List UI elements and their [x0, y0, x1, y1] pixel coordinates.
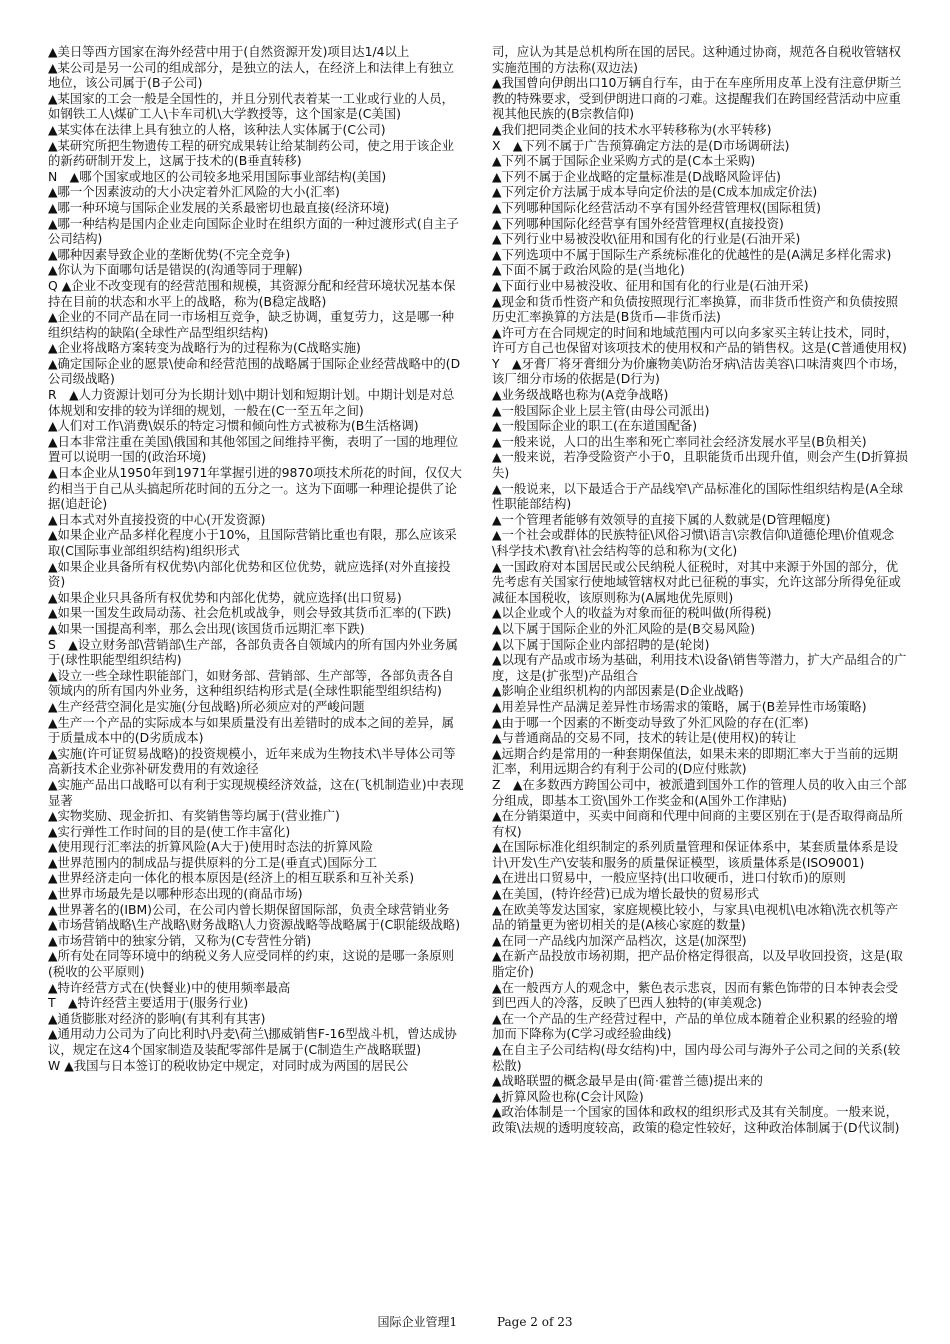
- question-entry: ▲在一般西方人的观念中，紫色表示悲哀，因而有紫色饰带的日本钟表会受到巴西人的冷落，反映了巴西人独特的(审美观念): [492, 979, 899, 1011]
- question-entry: ▲企业的不同产品在同一市场相互竞争，缺乏协调，重复劳力，这是哪一种组织结构的缺陷(全球性产品型组织结构): [48, 309, 455, 340]
- question-entry: ▲如果一国提高利率，那么会出现(该国货币远期汇率下跌): [48, 620, 365, 636]
- question-entry: ▲下面不属于政治风险的是(当地化): [492, 262, 685, 278]
- question-entry: ▲一般国际企业的职工(在东道国配备): [492, 418, 698, 434]
- question-entry: 司，应认为其是总机构所在国的居民。这种通过协商，规范各自税收管辖权实施范围的方法称(双边法): [492, 44, 901, 75]
- question-entry: ▲人们对工作\消费\娱乐的特定习惯和倾向性方式被称为(B生活格调): [48, 418, 419, 434]
- question-entry: ▲以下属于国际企业的外汇风险的是(B交易风险): [492, 620, 756, 636]
- question-entry: ▲哪种因素导致企业的垄断优势(不完全竞争): [48, 246, 291, 262]
- question-entry: ▲远期合约是常用的一种套期保值法，如果未来的即期汇率大于当前的远期汇率，利用远期合约有利于公司的(D应付账款): [492, 745, 899, 777]
- question-entry: ▲某实体在法律上具有独立的人格，该种法人实体属于(C公司): [48, 121, 386, 137]
- question-entry: ▲所有处在同等环境中的纳税义务人应受同样的约束，这说的是哪一条原则(税收的公平原则): [48, 948, 455, 980]
- question-entry: ▲市场营销中的独家分销，又称为(C专营性分销): [48, 932, 312, 948]
- question-entry: ▲世界经济走向一体化的根本原因是(经济上的相互联系和互补关系): [48, 870, 415, 886]
- question-entry: ▲一个管理者能够有效领导的直接下属的人数就是(D管理幅度): [492, 511, 831, 527]
- question-entry: ▲在一个产品的生产经营过程中，产品的单位成本随着企业积累的经验的增加而下降称为(C学习或经验曲线): [492, 1010, 899, 1042]
- question-entry: ▲我国曾向伊朗出口10万辆自行车，由于在车座所用皮革上没有注意伊斯兰教的特殊要求，受到伊朗进口商的刁难。这提醒我们在跨国经营活动中应重视其他民族的(B宗教信仰): [492, 75, 902, 122]
- question-entry: ▲设立一些全球性职能部门，如财务部、营销部、生产部等，各部负责各自领域内的所有国内外业务，这种组织结构形式是(全球性职能型组织结构): [48, 667, 455, 699]
- question-entry: Z ▲在多数西方跨国公司中，被派遣到国外工作的管理人员的收入由三个部分组成，即基本工资\国外工作奖金和(A国外工作津贴): [492, 776, 907, 808]
- question-entry: ▲某公司是另一公司的组成部分，是独立的法人，在经济上和法律上有独立地位，该公司属于(B子公司): [48, 59, 455, 91]
- question-entry: ▲美日等西方国家在海外经营中用于(自然资源开发)项目达1/4以上: [48, 44, 410, 59]
- question-entry: Q ▲企业不改变现有的经营范围和规模，其资源分配和经营环境状况基本保持在目前的状态和水平上的战略，称为(B稳定战略): [48, 277, 456, 309]
- question-entry: ▲在进出口贸易中，一般应坚持(出口收硬币，进口付软币)的原则: [492, 870, 846, 886]
- question-entry: ▲世界著名的(IBM)公司，在公司内曾长期保留国际部，负责全球营销业务: [48, 901, 450, 917]
- question-entry: ▲用差异性产品满足差异性市场需求的策略，属于(B差异性市场策略): [492, 698, 867, 714]
- question-entry: ▲世界市场最先是以哪种形态出现的(商品市场): [48, 886, 303, 902]
- question-entry: ▲一般说来，以下最适合于产品线窄\产品标准化的国际性组织结构是(A全球性职能部结构): [492, 480, 904, 512]
- question-entry: ▲某研究所把生物遗传工程的研究成果转让给某制药公司，使之用于该企业的新药研制开发上，这属于技术的(B垂直转移): [48, 137, 455, 169]
- question-entry: ▲生产经营空洞化是实施(分包战略)所必须应对的严峻问题: [48, 698, 365, 714]
- question-entry: ▲以现有产品或市场为基础，利用技术\设备\销售等潜力，扩大产品组合的广度，这是(扩张型)产品组合: [492, 652, 907, 683]
- question-entry: ▲某国家的工会一般是全国性的，并且分别代表着某一工业或行业的人员，如钢铁工人\煤矿工人\卡车司机\大学教授等，这个国家是(C美国): [48, 90, 455, 122]
- question-entry: ▲政治体制是一个国家的国体和政权的组织形式及其有关制度。一般来说，政策\法规的透明度较高，政策的稳定性较好，这种政治体制属于(D代议制): [492, 1104, 900, 1135]
- question-entry: ▲日本企业从1950年到1971年掌握引进的9870项技术所花的时间，仅仅大约相当于自己从头搞起所花时间的五分之一。这为下面哪一种理论提供了论据(追赶论): [48, 465, 462, 512]
- question-entry: ▲下列选项中不属于国际生产系统标准化的优越性的是(A满足多样化需求): [492, 246, 892, 262]
- question-entry: Y ▲牙膏厂将牙膏细分为价廉物美\防治牙病\洁齿美容\口味清爽四个市场，该厂细分市场的依据是(D行为): [492, 355, 906, 387]
- question-entry: X ▲下列不属于广告预算确定方法的是(D市场调研法): [492, 137, 790, 153]
- footer-doc-title: 国际企业管理1: [377, 1315, 458, 1329]
- question-entry: ▲一般来说，人口的出生率和死亡率同社会经济发展水平呈(B负相关): [492, 433, 867, 449]
- question-entry: ▲在同一产品线内加深产品档次，这是(加深型): [492, 932, 747, 948]
- question-entry: ▲战略联盟的概念最早是由(简·霍普兰德)提出来的: [492, 1073, 763, 1089]
- question-entry: ▲市场营销战略\生产战略\财务战略\人力资源战略等战略属于(C职能级战略): [48, 917, 461, 933]
- question-entry: ▲如果企业只具备所有权优势和内部化优势，就应选择(出口贸易): [48, 589, 402, 605]
- question-entry: ▲在分销渠道中，买卖中间商和代理中间商的主要区别在于(是否取得商品所有权): [492, 808, 903, 839]
- question-entry: ▲在新产品投放市场初期，把产品价格定得很高，以及早收回投资，这是(取脂定价): [492, 948, 903, 980]
- question-entry: ▲在国际标准化组织制定的系列质量管理和保证体系中，某套质量体系是设计\开发\生产\安装和服务的质量保证模型，该质量体系是(ISO9001): [492, 839, 899, 870]
- question-entry: ▲特许经营方式在(快餐业)中的使用频率最高: [48, 979, 291, 995]
- question-entry: S ▲设立财务部\营销部\生产部，各部负责各自领域内的所有国内外业务属于(球性职能型组织结构): [48, 636, 458, 668]
- question-entry: ▲一国政府对本国居民或公民纳税人征税时，对其中来源于外国的部分，优先考虑有关国家行使地域管辖权对此已征税的事实，允许这部分所得免征或减征本国税收，该原则称为(A属地优先原则): [492, 558, 901, 605]
- question-entry: ▲一般来说，若净受险资产小于0，且职能货币出现升值，则会产生(D折算损失): [492, 449, 908, 481]
- question-entry: ▲使用现行汇率法的折算风险(A大于)使用时态法的折算风险: [48, 839, 374, 855]
- question-entry: ▲影响企业组织机构的内部因素是(D企业战略): [492, 683, 744, 699]
- question-entry: ▲实物奖励、现金折扣、有奖销售等均属于(营业推广): [48, 808, 340, 824]
- question-entry: ▲实施(许可证贸易战略)的投资规模小，近年来成为生物技术\半导体公司等高新技术企业弥补研发费用的有效途径: [48, 745, 456, 777]
- question-entry: ▲我们把同类企业间的技术水平转移称为(水平转移): [492, 121, 772, 137]
- question-entry: ▲业务级战略也称为(A竞争战略): [492, 387, 669, 403]
- question-entry: ▲如果企业产品多样化程度小于10%，且国际营销比重也有限，那么应该采取(C国际事业部组织结构)组织形式: [48, 527, 457, 558]
- page-footer: [0, 1313, 950, 1330]
- question-entry: ▲在美国，(特许经营)已成为增长最快的贸易形式: [492, 886, 760, 902]
- question-entry: T ▲特许经营主要适用于(服务行业): [48, 995, 249, 1011]
- question-entry: ▲下列定价方法属于成本导向定价法的是(C成本加成定价法): [492, 184, 818, 200]
- question-entry: ▲与普通商品的交易不同，技术的转让是(使用权)的转让: [492, 730, 797, 746]
- question-entry: ▲实施产品出口战略可以有利于实现规模经济效益，这在(飞机制造业)中表现显著: [48, 776, 464, 808]
- question-entry: ▲如果企业具备所有权优势\内部化优势和区位优势，就应选择(对外直接投资): [48, 558, 451, 590]
- question-entry: ▲如果一国发生政局动荡、社会危机或战争，则会导致其货币汇率的(下跌): [48, 605, 452, 621]
- question-entry: ▲许可方在合同规定的时间和地域范围内可以向多家买主转让技术，同时，许可方自己也保留对该项技术的使用权和产品的销售权。这是(C普通使用权): [492, 324, 907, 356]
- question-entry: ▲一个社会或群体的民族特征\风俗习惯\语言\宗教信仰\道德伦理\价值观念\科学技术\教育\社会结构等的总和称为(文化): [492, 527, 895, 558]
- right-column: [492, 44, 910, 1136]
- question-entry: ▲通货膨胀对经济的影响(有其利有其害): [48, 1010, 266, 1026]
- question-entry: ▲通用动力公司为了向比利时\丹麦\荷兰\挪威销售F-16型战斗机，曾达成协议，规定在这4个国家制造及装配零部件是属于(C制造生产战略联盟): [48, 1026, 457, 1057]
- question-entry: R ▲人力资源计划可分为长期计划\中期计划和短期计划。中期计划是对总体规划和安排的较为详细的规划，一般在(C一至五年之间): [48, 387, 455, 418]
- question-entry: ▲在自主子公司结构(母女结构)中，国内母公司与海外子公司之间的关系(较松散): [492, 1042, 901, 1073]
- question-entry: ▲以企业或个人的收益为对象而征的税叫做(所得税): [492, 605, 772, 621]
- question-entry: N ▲哪个国家或地区的公司较多地采用国际事业部结构(美国): [48, 168, 387, 184]
- question-entry: ▲下面行业中易被没收、征用和国有化的行业是(石油开采): [492, 277, 809, 293]
- question-entry: W ▲我国与日本签订的税收协定中规定，对同时成为两国的居民公: [48, 1057, 409, 1073]
- question-entry: ▲在欧美等发达国家，家庭规模比较小，与家具\电视机\电冰箱\洗衣机等产品的销量更为密切相关的是(A核心家庭的数量): [492, 901, 899, 933]
- question-entry: ▲下列不属于企业战略的定量标准是(D战略风险评估): [492, 168, 781, 184]
- question-entry: ▲哪一种结构是国内企业走向国际企业时在组织方面的一种过渡形式(自主子公司结构): [48, 215, 459, 247]
- question-entry: ▲日本非常注重在美国\俄国和其他邻国之间维持平衡，表明了一国的地理位置可以说明一国的(政治环境): [48, 433, 459, 465]
- question-entry: ▲一般国际企业上层主管(由母公司派出): [492, 402, 710, 418]
- question-entry: ▲确定国际企业的愿景\使命和经营范围的战略属于国际企业经营战略中的(D公司级战略): [48, 355, 461, 387]
- question-entry: ▲下列哪种国际化经营享有国外经营管理权(直接投资): [492, 215, 784, 231]
- question-entry: ▲折算风险也称(C会计风险): [492, 1088, 644, 1104]
- question-entry: ▲世界范围内的制成品与提供原料的分工是(垂直式)国际分工: [48, 854, 377, 870]
- question-entry: ▲现金和货币性资产和负债按照现行汇率换算，而非货币性资产和负债按照历史汇率换算的方法是(B货币—非货币法): [492, 293, 899, 325]
- question-entry: ▲哪一个因素波动的大小决定着外汇风险的大小(汇率): [48, 184, 340, 200]
- question-entry: ▲以下属于国际企业内部招聘的是(轮岗): [492, 636, 710, 652]
- question-entry: ▲企业将战略方案转变为战略行为的过程称为(C战略实施): [48, 340, 361, 356]
- question-entry: ▲生产一个产品的实际成本与如果质量没有出差错时的成本之间的差异，属于质量成本中的(D劣质成本): [48, 714, 455, 746]
- question-entry: ▲下列不属于国际企业采购方式的是(C本土采购): [492, 153, 756, 169]
- question-entry: ▲实行弹性工作时间的目的是(使工作丰富化): [48, 823, 291, 839]
- question-entry: ▲下列行业中易被没收\征用和国有化的行业是(石油开采): [492, 231, 801, 247]
- question-entry: ▲你认为下面哪句话是错误的(沟通等同于理解): [48, 262, 303, 278]
- question-entry: ▲哪一种环境与国际企业发展的关系最密切也最直接(经济环境): [48, 199, 390, 215]
- footer-page-info: Page 2 of 23: [496, 1315, 573, 1329]
- question-entry: ▲由于哪一个因素的不断变动导致了外汇风险的存在(汇率): [492, 714, 809, 730]
- question-entry: ▲下列哪种国际化经营活动不享有国外经营管理权(国际租赁): [492, 199, 821, 215]
- left-column: [48, 44, 466, 1073]
- question-entry: ▲日本式对外直接投资的中心(开发资源): [48, 511, 266, 527]
